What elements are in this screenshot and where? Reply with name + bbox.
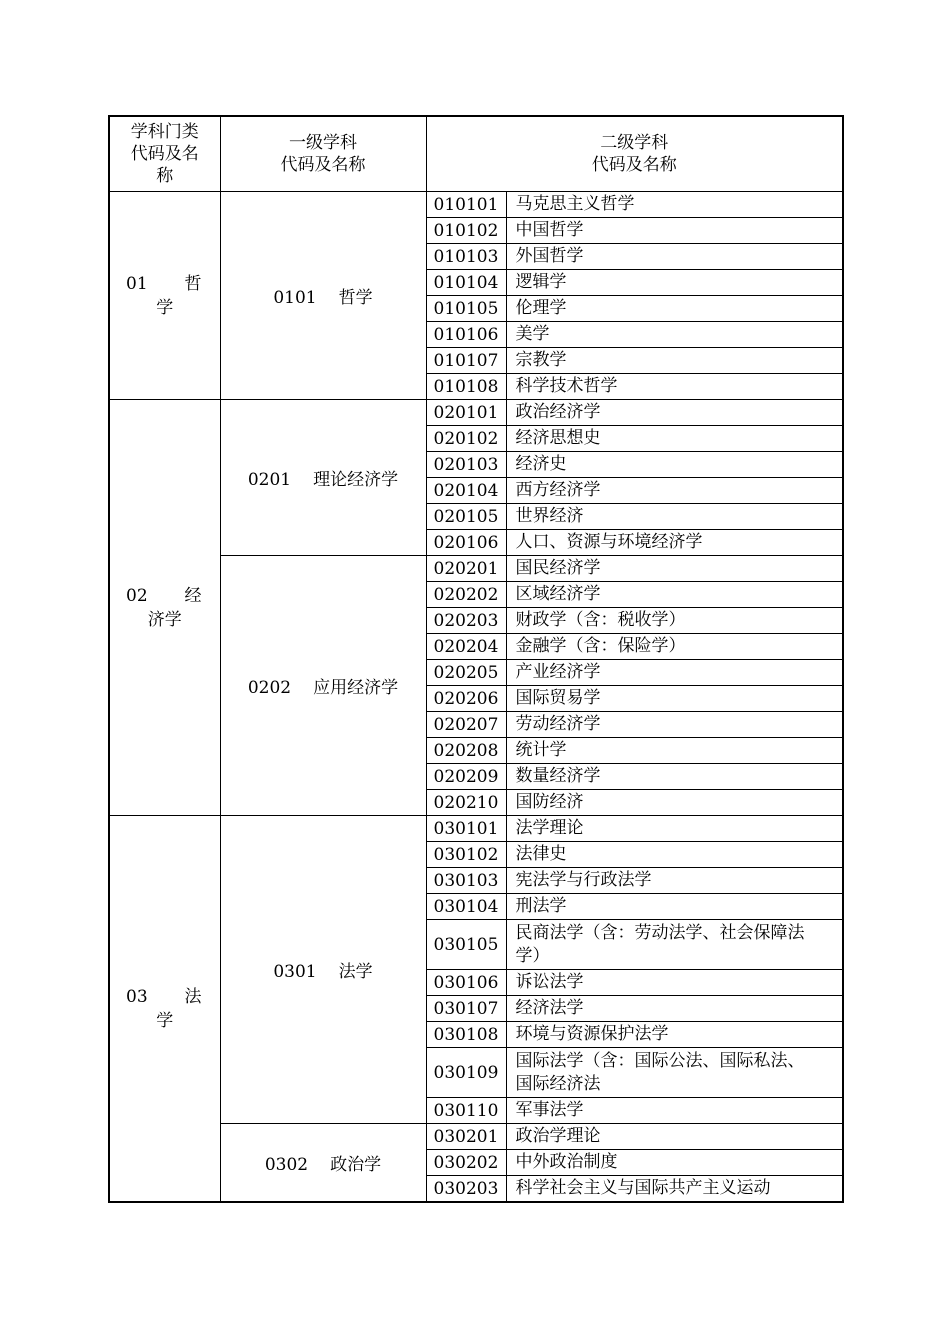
header-category [109,116,220,192]
first-level-cell [220,192,426,400]
second-level-name: 诉讼法学 [506,970,843,996]
second-level-code: 020206 [426,686,506,712]
second-level-name: 逻辑学 [506,270,843,296]
first-level-cell [220,400,426,556]
second-level-code: 030202 [426,1150,506,1176]
second-level-name: 国防经济 [506,790,843,816]
second-level-name [506,1048,843,1098]
first-level-cell [220,1124,426,1203]
category-name: 哲 [184,273,202,294]
second-level-code: 030107 [426,996,506,1022]
second-level-name: 国际贸易学 [506,686,843,712]
category-name: 法 [184,986,202,1007]
second-level-name: 法律史 [506,842,843,868]
second-level-name: 经济思想史 [506,426,843,452]
category-line [110,272,220,296]
second-level-code: 010106 [426,322,506,348]
second-level-name: 政治学理论 [506,1124,843,1150]
second-level-name: 劳动经济学 [506,712,843,738]
second-level-code: 020106 [426,530,506,556]
header-second-level-line: 二级学科 [600,133,669,153]
second-level-code: 020201 [426,556,506,582]
first-level-name: 政治学 [330,1155,382,1175]
first-level-name: 应用经济学 [313,678,399,698]
second-level-code: 020103 [426,452,506,478]
header-first-level-line: 代码及名称 [280,155,366,175]
first-level-code: 0301 [273,962,317,982]
second-level-name: 军事法学 [506,1098,843,1124]
second-level-name: 财政学（含：税收学） [506,608,843,634]
header-second-level [426,116,843,192]
second-level-code: 010103 [426,244,506,270]
second-level-code: 020101 [426,400,506,426]
second-level-name: 数量经济学 [506,764,843,790]
second-level-name: 刑法学 [506,894,843,920]
second-level-code: 030108 [426,1022,506,1048]
second-level-code: 020105 [426,504,506,530]
header-category-line: 代码及名 [130,144,199,164]
second-level-code: 010104 [426,270,506,296]
second-level-code: 010102 [426,218,506,244]
discipline-table [108,115,844,1203]
first-level-name: 法学 [338,962,373,982]
first-level-name: 哲学 [338,288,373,308]
header-first-level-line: 一级学科 [289,133,357,153]
second-level-name: 西方经济学 [506,478,843,504]
second-level-code: 030102 [426,842,506,868]
second-level-code: 030203 [426,1176,506,1203]
header-category-line: 学科门类 [130,122,199,142]
first-level-cell [220,816,426,1124]
category-code: 02 [126,585,148,606]
second-level-code: 030109 [426,1048,506,1098]
table-row [109,192,843,218]
second-level-name: 中国哲学 [506,218,843,244]
table-row [109,556,843,582]
header-category-line: 称 [156,166,174,186]
second-level-name: 科学技术哲学 [506,374,843,400]
category-line [110,584,220,608]
second-level-code: 030104 [426,894,506,920]
table-row [109,1124,843,1150]
second-level-name-line: 国际经济法 [515,1073,601,1094]
second-level-name: 马克思主义哲学 [506,192,843,218]
first-level-code: 0302 [264,1155,309,1175]
second-level-code: 020208 [426,738,506,764]
category-name-cont: 学 [156,297,174,318]
second-level-code: 030103 [426,868,506,894]
second-level-name: 产业经济学 [506,660,843,686]
first-level-name: 理论经济学 [313,470,399,490]
second-level-name: 世界经济 [506,504,843,530]
second-level-code: 020202 [426,582,506,608]
second-level-name: 统计学 [506,738,843,764]
second-level-code: 020207 [426,712,506,738]
category-code: 03 [126,986,148,1007]
second-level-name-line: 国际法学（含：国际公法、国际私法、 [515,1050,805,1071]
second-level-code: 020204 [426,634,506,660]
second-level-code: 030105 [426,920,506,970]
second-level-name: 经济史 [506,452,843,478]
second-level-name: 宪法学与行政法学 [506,868,843,894]
first-level-cell [220,556,426,816]
second-level-code: 030110 [426,1098,506,1124]
category-cell [109,192,220,400]
second-level-name: 环境与资源保护法学 [506,1022,843,1048]
table-header-row [109,116,843,192]
category-code: 01 [126,273,148,294]
second-level-code: 020205 [426,660,506,686]
first-level-code: 0201 [247,470,292,490]
first-level-code: 0101 [273,288,317,308]
second-level-code: 010105 [426,296,506,322]
second-level-name: 国民经济学 [506,556,843,582]
second-level-code: 030201 [426,1124,506,1150]
second-level-name: 外国哲学 [506,244,843,270]
table-row [109,400,843,426]
table-row [109,816,843,842]
category-cell [109,400,220,816]
second-level-code: 010107 [426,348,506,374]
second-level-name: 伦理学 [506,296,843,322]
second-level-name-line: 民商法学（含：劳动法学、社会保障法 [515,922,805,943]
category-name-cont: 济学 [147,609,182,630]
discipline-table-body [109,116,843,1202]
header-first-level [220,116,426,192]
second-level-code: 010101 [426,192,506,218]
category-name: 经 [184,585,202,606]
second-level-name: 科学社会主义与国际共产主义运动 [506,1176,843,1203]
category-name-cont: 学 [156,1010,174,1031]
second-level-name: 宗教学 [506,348,843,374]
second-level-code: 020203 [426,608,506,634]
second-level-name: 法学理论 [506,816,843,842]
second-level-code: 020102 [426,426,506,452]
second-level-code: 030106 [426,970,506,996]
second-level-code: 020209 [426,764,506,790]
second-level-name: 区域经济学 [506,582,843,608]
second-level-name: 政治经济学 [506,400,843,426]
second-level-name [506,920,843,970]
second-level-code: 010108 [426,374,506,400]
second-level-name: 经济法学 [506,996,843,1022]
header-second-level-line: 代码及名称 [591,155,677,175]
category-cell [109,816,220,1203]
category-line [110,985,220,1009]
second-level-name-line: 学） [515,945,550,966]
second-level-name: 人口、资源与环境经济学 [506,530,843,556]
second-level-name: 美学 [506,322,843,348]
second-level-name: 中外政治制度 [506,1150,843,1176]
second-level-code: 030101 [426,816,506,842]
second-level-code: 020104 [426,478,506,504]
first-level-code: 0202 [247,678,292,698]
second-level-name: 金融学（含：保险学） [506,634,843,660]
second-level-code: 020210 [426,790,506,816]
